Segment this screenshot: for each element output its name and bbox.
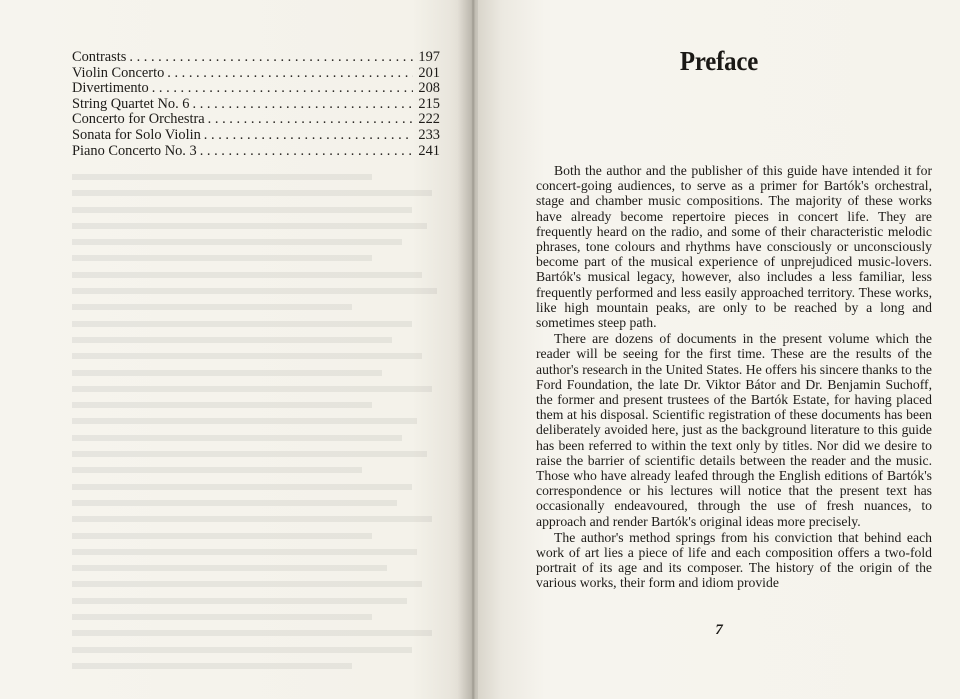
paragraph: The author's method springs from his conviction that behind each work of art lies a piece of life and each composition offers a two-fold portrait of its age and its composer. The history of the origin of the various works, their form and idiom provide: [536, 529, 932, 591]
page-number: 7: [715, 622, 723, 638]
toc-title: Divertimento: [72, 80, 149, 97]
bleed-through-line: [72, 315, 442, 331]
bleed-through-text: [72, 168, 442, 673]
bleed-through-line: [72, 592, 442, 608]
right-page: [478, 0, 960, 699]
bleed-through-line: [72, 624, 442, 640]
bleed-through-line: [72, 282, 442, 298]
toc-title: Concerto for Orchestra: [72, 111, 205, 128]
bleed-through-line: [72, 641, 442, 657]
toc-leader-dots: [152, 81, 413, 97]
bleed-through-line: [72, 510, 442, 526]
bleed-through-line: [72, 412, 442, 428]
bleed-through-line: [72, 608, 442, 624]
paragraph: There are dozens of documents in the present volume which the reader will be seeing for the first time. These are the results of the author's research in the United States. He offers his sincere thanks to the Ford Foundation, the late Dr. Viktor Bátor and Dr. Benjamin Suchoff, the former and present trustees of the Bartók Estate, for having placed them at his disposal. Scientific registration of these documents has been deliberately avoided here, just as the background literature to this guide has been referred to within the text only by titles. Nor did we desire to raise the barrier of scientific details between the reader and the music. Those who have already leafed through the English editions of Bartók's correspondence or his lectures will notice that the present text has occasionally endeavoured, through the use of fresh nuances, to approach and render Bartók's original ideas more precisely.: [536, 331, 932, 529]
toc-leader-dots: [208, 112, 413, 128]
bleed-through-line: [72, 233, 442, 249]
toc-title: Sonata for Solo Violin: [72, 126, 201, 143]
bleed-through-line: [72, 217, 442, 233]
bleed-through-line: [72, 657, 442, 673]
toc-leader-dots: [129, 50, 413, 66]
toc-title: Violin Concerto: [72, 64, 165, 81]
toc-title: Contrasts: [72, 49, 127, 65]
toc-leader-dots: [200, 144, 413, 160]
bleed-through-line: [72, 298, 442, 314]
toc-leader-dots: [167, 66, 413, 82]
bleed-through-line: [72, 559, 442, 575]
toc-page-number: 208: [418, 80, 440, 97]
toc-leader-dots: [193, 97, 413, 113]
toc-entry: [72, 66, 440, 82]
paragraph: Both the author and the publisher of this guide have intended it for concert-going audiences, to serve as a primer for Bartók's orchestral, stage and chamber music compositions. The majority of these works have already become repertoire pieces in concert life. They are frequently heard on the radio, and some of their characteristic melodic phrases, tone colours and rhythms have consciously or unconsciously become part of the musical experience of unprejudiced music-lovers. Bartók's musical legacy, however, also includes a less familiar, less frequently performed and less easily approached territory. These works, like high mountain peaks, are only to be reached by a long and sometimes steep path.: [536, 163, 932, 331]
toc-page-number: 233: [418, 126, 440, 143]
bleed-through-line: [72, 445, 442, 461]
bleed-through-line: [72, 364, 442, 380]
bleed-through-line: [72, 527, 442, 543]
bleed-through-line: [72, 201, 442, 217]
preface-body: [536, 163, 932, 591]
toc-entry: [72, 50, 440, 66]
toc-entry: [72, 81, 440, 97]
toc-entry: [72, 97, 440, 113]
bleed-through-line: [72, 168, 442, 184]
toc-title: String Quartet No. 6: [72, 95, 190, 112]
toc-page-number: 215: [418, 95, 440, 112]
preface-heading: Preface: [679, 46, 759, 76]
bleed-through-line: [72, 429, 442, 445]
table-of-contents: [72, 50, 440, 159]
bleed-through-line: [72, 184, 442, 200]
bleed-through-line: [72, 575, 442, 591]
bleed-through-line: [72, 478, 442, 494]
bleed-through-line: [72, 249, 442, 265]
toc-entry: [72, 144, 440, 160]
bleed-through-line: [72, 331, 442, 347]
bleed-through-line: [72, 543, 442, 559]
bleed-through-line: [72, 347, 442, 363]
toc-title: Piano Concerto No. 3: [72, 142, 197, 159]
toc-page-number: 222: [418, 111, 440, 128]
toc-leader-dots: [204, 128, 413, 144]
bleed-through-line: [72, 266, 442, 282]
toc-entry: [72, 112, 440, 128]
toc-page-number: 201: [418, 64, 440, 81]
bleed-through-line: [72, 396, 442, 412]
toc-page-number: 197: [418, 49, 440, 65]
left-page: [0, 0, 468, 699]
toc-entry: [72, 128, 440, 144]
bleed-through-line: [72, 494, 442, 510]
toc-page-number: 241: [418, 142, 440, 159]
bleed-through-line: [72, 380, 442, 396]
bleed-through-line: [72, 461, 442, 477]
